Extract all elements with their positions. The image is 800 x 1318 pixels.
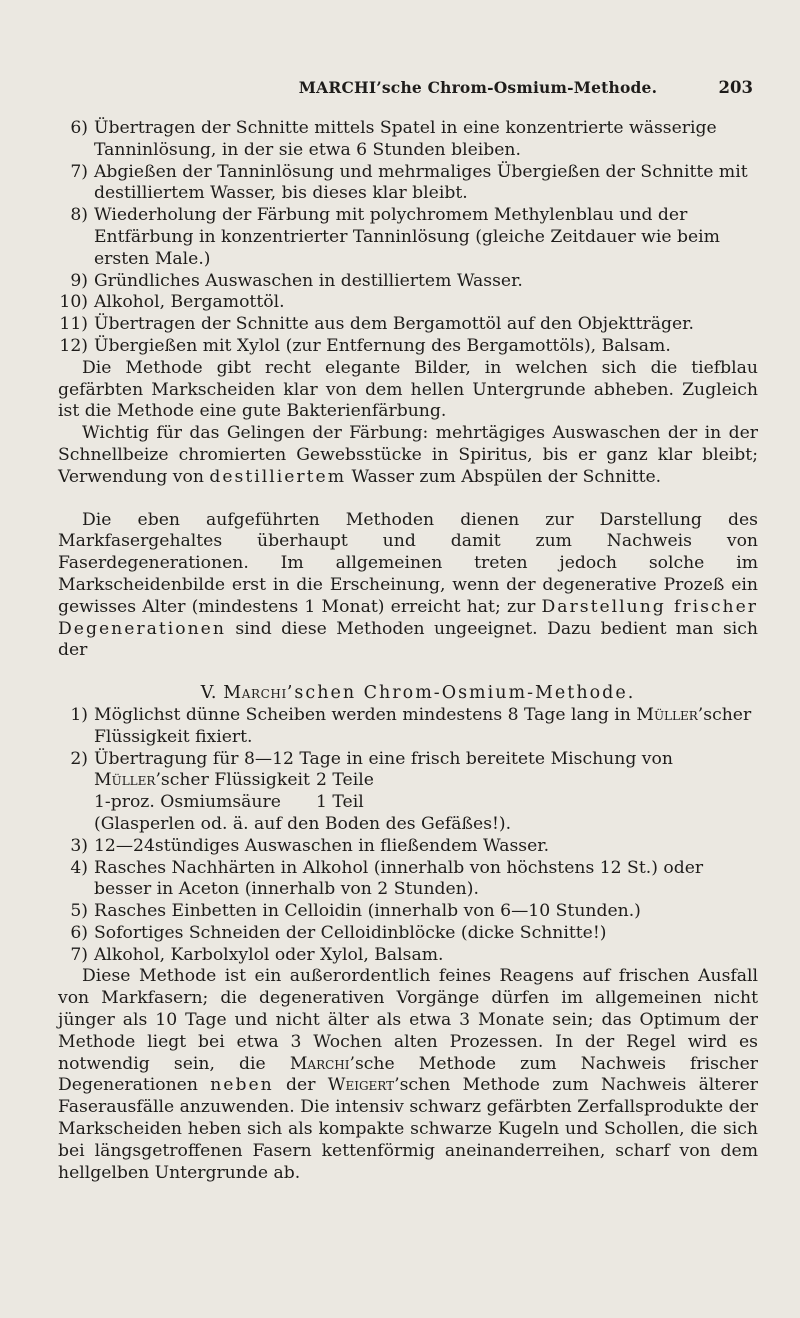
text-span: ’schen Methode zum Nachweis älterer Faserausfälle anzuwenden. Die intensiv schwarz gefärbten Zerfallsprodukte der Markscheiden heben sich als kompakte schwarze Kugeln und Schollen, die sich bei längsgetroffenen Fasern kettenförmig aneinanderreihen, scharf von dem hellgelben Untergrunde ab. (58, 1075, 758, 1183)
list-b-item-5 (58, 901, 758, 923)
list-item-8 (58, 205, 758, 270)
item-number: 6) (70, 118, 88, 138)
section-heading (58, 683, 758, 705)
spaced-text: destilliertem (209, 466, 347, 487)
running-head (0, 78, 800, 102)
paragraph-gap (58, 662, 758, 683)
item-text: Wiederholung der Färbung mit polychromem Methylenblau und der Entfärbung in konzentrierter Tanninlösung (gleiche Zeitdauer wie beim ersten Male.) (94, 205, 720, 269)
paragraph-gap (58, 489, 758, 510)
author-name: Marchi (289, 1053, 350, 1074)
text-span: Wichtig für das Gelingen der Färbung: mehrtägiges Auswaschen der in der Schnellbeize chromierten Gewebsstücke in Spiritus, bis er ganz klar bleibt; Verwendung von (58, 423, 758, 487)
item-text: Übertragung für 8—12 Tage in eine frisch bereitete Mischung von (94, 748, 673, 769)
item-text: Rasches Nachhärten in Alkohol (innerhalb von höchstens 12 St.) oder besser in Aceton (innerhalb von 2 Stunden). (94, 857, 704, 900)
list-item-6 (58, 118, 758, 162)
item-text: Rasches Einbetten in Celloidin (innerhalb von 6—10 Stunden.) (94, 901, 641, 922)
author-name: Müller (636, 704, 698, 725)
item-number: 4) (70, 857, 88, 878)
item-number: 11) (59, 314, 88, 335)
ingredient: 1-proz. Osmiumsäure (94, 792, 281, 813)
heading-rest: ’schen Chrom-Osmium-Methode. (286, 683, 636, 704)
item-number: 2) (70, 748, 88, 769)
text-span: der (273, 1075, 328, 1096)
item-text: Möglichst dünne Scheiben werden mindestens 8 Tage lang in (94, 704, 637, 725)
list-item-10 (58, 292, 758, 314)
paragraph-degeneration (58, 510, 758, 663)
item-text: Übertragen der Schnitte mittels Spatel in eine konzentrierte wässerige Tanninlösung, in der sie etwa 6 Stunden bleiben. (94, 118, 717, 160)
mixture-row (94, 770, 758, 792)
item-number: 7) (70, 944, 88, 965)
item-number: 6) (70, 922, 88, 943)
item-number: 10) (59, 292, 88, 313)
heading-prefix: V. (200, 683, 224, 704)
item-number: 3) (70, 835, 88, 856)
item-number: 1) (70, 704, 88, 725)
list-item-11 (58, 314, 758, 336)
list-b-item-4 (58, 858, 758, 902)
item-number: 9) (70, 270, 88, 291)
item-text: Gründliches Auswaschen in destilliertem Wasser. (94, 270, 523, 291)
list-b-item-3 (58, 836, 758, 858)
item-number: 12) (59, 335, 88, 356)
page-body (58, 118, 758, 1184)
paragraph-marchi (58, 966, 758, 1184)
author-name: Müller (94, 770, 156, 791)
mixture-note: (Glasperlen od. ä. auf den Boden des Gefäßes!). (94, 813, 512, 834)
item-number: 8) (70, 205, 88, 226)
item-text: Alkohol, Bergamottöl. (94, 292, 285, 313)
paragraph-result: Die Methode gibt recht elegante Bilder, in welchen sich die tiefblau gefärbten Markscheiden klar von dem hellen Untergrunde abheben. Zugleich ist die Methode eine gute Bakterienfärbung. (58, 357, 758, 422)
mixture-row (94, 792, 758, 814)
item-text: 12—24stündiges Auswaschen in fließendem Wasser. (94, 835, 550, 856)
mixture-table (58, 770, 758, 835)
text-span: Diese Methode ist ein außerordentlich feines Reagens auf frischen Ausfall von Markfasern; die degenerativen Vorgänge dürfen im allgemeinen nicht jünger als 10 Tage und nicht älter als etwa 3 Monate sein; das Optimum der Methode liegt bei etwa 3 Wochen alten Prozessen. In der Regel wird es notwendig sein, die (58, 966, 758, 1074)
list-item-9 (58, 271, 758, 293)
list-b-item-1 (58, 705, 758, 749)
amount: 1 Teil (316, 792, 364, 813)
list-b-item-7 (58, 945, 758, 967)
running-head-title: MARCHI’sche Chrom-Osmium-Methode. (298, 78, 658, 97)
text-span: Wasser zum Abspülen der Schnitte. (346, 466, 662, 487)
item-text: Übergießen mit Xylol (zur Entfernung des Bergamottöls), Balsam. (94, 335, 671, 356)
spaced-text: neben (210, 1075, 274, 1096)
page-number: 203 (718, 78, 753, 97)
list-b-item-2 (58, 749, 758, 771)
heading-name: Marchi (223, 683, 287, 704)
item-text: Übertragen der Schnitte aus dem Bergamottöl auf den Objektträger. (94, 314, 694, 335)
item-number: 7) (70, 161, 88, 182)
item-text: Alkohol, Karbolxylol oder Xylol, Balsam. (94, 944, 444, 965)
list-item-12 (58, 336, 758, 358)
amount: 2 Teile (316, 770, 374, 791)
text-span: sind diese Methoden ungeeignet. Dazu bedient man sich der (58, 618, 758, 661)
text-span: Die eben aufgeführten Methoden dienen zur Darstellung des Markfasergehaltes überhaupt und damit zum Nachweis von Faserdegenerationen. Im allgemeinen treten jedoch solche im Markscheidenbilde erst in die Erscheinung, wenn der degenerative Prozeß ein gewisses Alter (mindestens 1 Monat) erreicht hat; zur (58, 509, 758, 617)
spaced-text: Darstellung frischer Degenerationen (58, 596, 759, 639)
paragraph-important (58, 423, 758, 488)
item-text: Sofortiges Schneiden der Celloidinblöcke (dicke Schnitte!) (94, 922, 607, 943)
item-number: 5) (70, 901, 88, 922)
list-item-7 (58, 162, 758, 206)
item-text: ’scher Flüssigkeit fixiert. (94, 704, 752, 747)
author-name: Weigert (327, 1075, 395, 1096)
item-text: Abgießen der Tanninlösung und mehrmaliges Übergießen der Schnitte mit destilliertem Wasser, bis dieses klar bleibt. (94, 161, 748, 204)
text-span: ’sche Methode zum Nachweis frischer Degenerationen (58, 1053, 758, 1096)
ingredient: ’scher Flüssigkeit (155, 770, 310, 791)
list-b-item-6 (58, 923, 758, 945)
